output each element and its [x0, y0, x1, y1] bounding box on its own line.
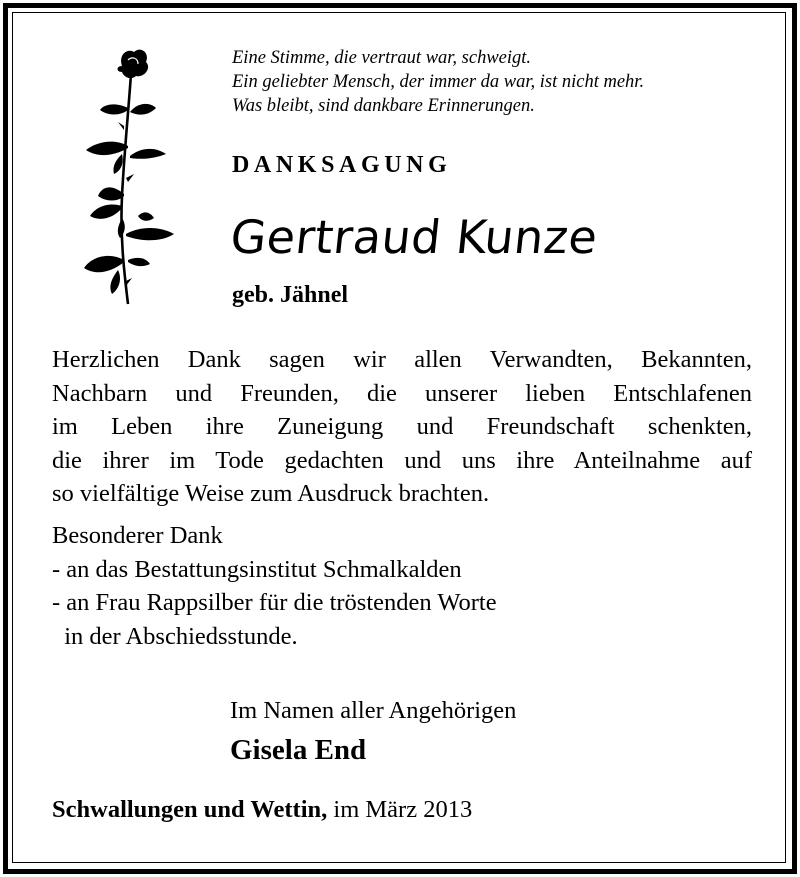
poem-verse	[232, 46, 772, 118]
paragraph-line: Herzlichen Dank sagen wir allen Verwandten, Bekannten,	[52, 346, 752, 373]
paragraph-line: Nachbarn und Freunden, die unserer lieben Entschlafenen	[52, 379, 752, 407]
special-thanks-list	[52, 519, 612, 653]
special-thanks-item: in der Abschiedsstunde.	[52, 622, 298, 650]
signoff-phrase: Im Namen aller Angehörigen	[230, 697, 517, 724]
special-thanks-title: Besonderer Dank	[52, 522, 223, 549]
signer-name: Gisela End	[230, 734, 367, 766]
special-thanks-item: - an das Bestattungsinstitut Schmalkalden	[52, 555, 462, 583]
poem-line: Eine Stimme, die vertraut war, schweigt.	[232, 48, 532, 68]
notice-heading: DANKSAGUNG	[232, 152, 452, 178]
place-date-line	[52, 796, 472, 824]
paragraph-line: im Leben ihre Zuneigung und Freundschaft schenkten,	[52, 413, 752, 440]
paragraph-line: die ihrer im Tode gedachten und uns ihre Anteilnahme auf	[52, 446, 752, 474]
thanks-paragraph	[52, 343, 752, 511]
poem-line: Was bleibt, sind dankbare Erinnerungen.	[232, 96, 535, 116]
special-thanks-item: - an Frau Rappsilber für die tröstenden Worte	[52, 589, 497, 616]
paragraph-line: so vielfältige Weise zum Ausdruck brachten.	[52, 480, 490, 507]
deceased-name: Gertraud Kunze	[228, 210, 601, 264]
place-name: Schwallungen und Wettin,	[52, 796, 328, 823]
poem-line: Ein geliebter Mensch, der immer da war, ist nicht mehr.	[232, 72, 645, 92]
date-text: im März 2013	[333, 796, 473, 823]
rose-icon	[78, 46, 182, 308]
maiden-name: geb. Jähnel	[232, 282, 349, 308]
